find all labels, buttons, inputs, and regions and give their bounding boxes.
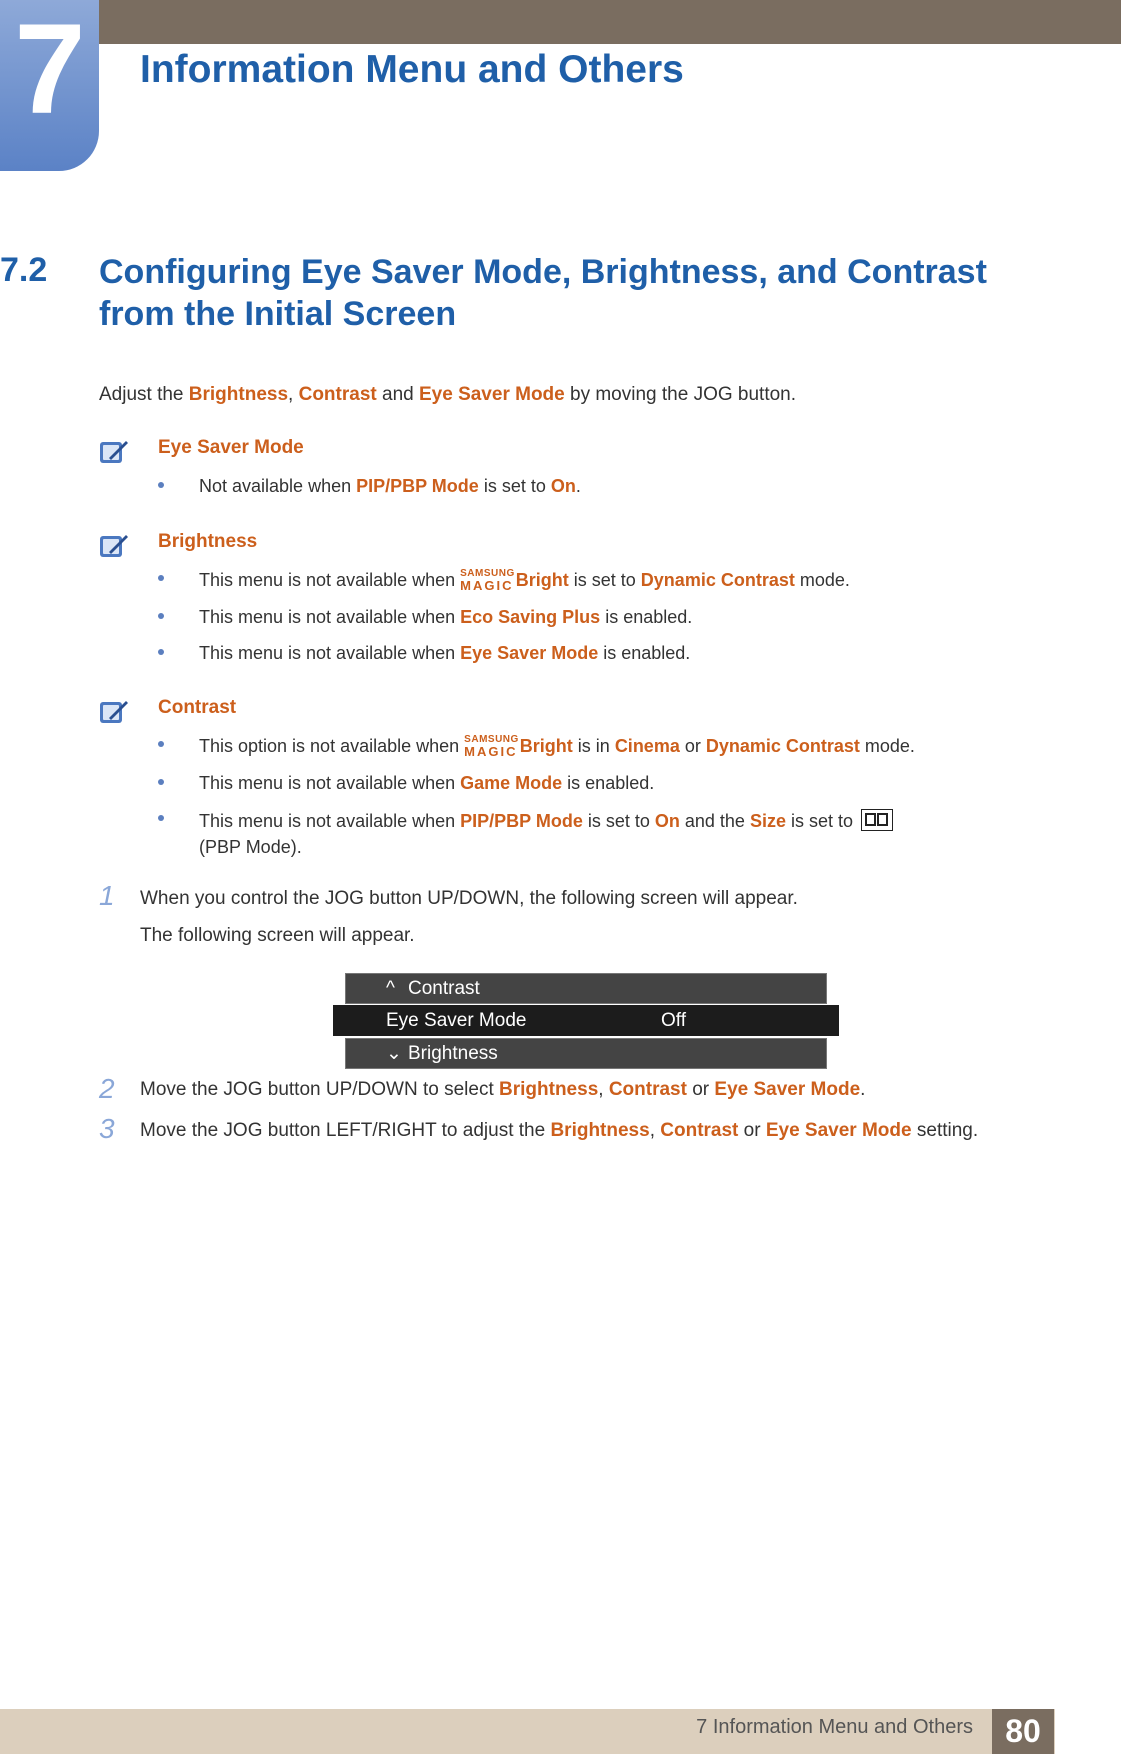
bullet-text: is set to [582, 811, 655, 831]
step-highlight: Brightness [499, 1079, 599, 1100]
osd-label: Contrast [408, 978, 480, 999]
samsung-magic-logo [464, 735, 519, 758]
note-icon [99, 699, 129, 725]
chapter-tab [0, 0, 99, 171]
step-text-part: setting. [911, 1120, 979, 1141]
bullet-highlight: PIP/PBP Mode [356, 476, 479, 496]
note-heading-contrast: Contrast [158, 697, 237, 718]
bullet-highlight: On [550, 476, 576, 496]
bullet-icon [158, 613, 164, 619]
bullet-highlight: Size [749, 811, 786, 831]
list-item [158, 734, 915, 759]
bullet-highlight: Eco Saving Plus [460, 607, 601, 627]
step-highlight: Eye Saver Mode [714, 1079, 861, 1100]
chapter-number: 7 [14, 0, 86, 141]
list-item [158, 773, 655, 794]
section-number: 7.2 [0, 251, 48, 289]
bullet-icon [158, 575, 164, 581]
step-text-part: or [686, 1079, 715, 1100]
step-number: 3 [99, 1113, 115, 1144]
bullet-highlight: Bright [519, 736, 573, 756]
bullet-highlight: PIP/PBP Mode [460, 811, 583, 831]
step-number: 2 [99, 1073, 115, 1104]
bullet-icon [158, 741, 164, 747]
bullet-highlight: Cinema [614, 736, 680, 756]
bullet-text: is set to [478, 476, 551, 496]
bullet-highlight: Bright [515, 570, 569, 590]
bullet-highlight: Dynamic Contrast [705, 736, 860, 756]
bullet-icon [158, 482, 164, 488]
intro-text: Adjust the [99, 384, 189, 405]
osd-label: Eye Saver Mode [386, 1010, 527, 1031]
intro-text: by moving the JOG button. [564, 384, 797, 405]
bullet-text: is enabled. [598, 643, 691, 663]
header-bar [0, 0, 1121, 44]
section-title: Configuring Eye Saver Mode, Brightness, and Contrast from the Initial Screen [99, 253, 987, 333]
bullet-text: This menu is not available when [199, 811, 461, 831]
list-item [158, 643, 691, 664]
bullet-icon [158, 779, 164, 785]
osd-label: Brightness [408, 1043, 498, 1064]
magic-logo-bottom: MAGIC [464, 744, 518, 759]
bullet-text: (PBP Mode). [199, 837, 302, 857]
step-text-part: . [860, 1079, 866, 1100]
step-text [140, 1079, 865, 1101]
bullet-text: This menu is not available when [199, 607, 461, 627]
bullet-text: is enabled. [600, 607, 693, 627]
bullet-icon [158, 649, 164, 655]
step-highlight: Brightness [550, 1120, 650, 1141]
bullet-highlight: Eye Saver Mode [460, 643, 599, 663]
note-heading-eye-saver: Eye Saver Mode [158, 437, 304, 458]
bullet-text: is set to [568, 570, 641, 590]
osd-row-brightness [345, 1038, 827, 1069]
bullet-text: is in [572, 736, 615, 756]
list-item [158, 809, 853, 857]
magic-logo-bottom: MAGIC [460, 578, 514, 593]
step-text [140, 1120, 978, 1142]
page-number: 80 [992, 1709, 1054, 1754]
magic-logo-top: SAMSUNG [464, 734, 519, 745]
step-text: When you control the JOG button UP/DOWN, the following screen will appear. [140, 888, 798, 909]
intro-highlight: Brightness [188, 384, 289, 405]
intro-highlight: Eye Saver Mode [418, 384, 565, 405]
step-text-part: or [738, 1120, 766, 1141]
chapter-title: Information Menu and Others [140, 48, 684, 91]
osd-value: Off [661, 1010, 686, 1031]
bullet-text: This menu is not available when [199, 643, 461, 663]
pbp-size-icon [861, 809, 893, 831]
osd-row-eye-saver-mode [333, 1005, 839, 1036]
note-icon [99, 439, 129, 465]
list-item [158, 607, 693, 628]
bullet-text: mode. [859, 736, 915, 756]
bullet-icon [158, 815, 164, 821]
note-heading-brightness: Brightness [158, 531, 258, 552]
step-text-part: , [598, 1079, 609, 1100]
bullet-highlight: Game Mode [460, 773, 563, 793]
bullet-text: is set to [785, 811, 853, 831]
bullet-text: is enabled. [562, 773, 655, 793]
bullet-highlight: On [654, 811, 680, 831]
step-text-part: Move the JOG button UP/DOWN to select [140, 1079, 500, 1100]
samsung-magic-logo [460, 569, 515, 592]
bullet-text: mode. [794, 570, 850, 590]
intro-text: and [376, 384, 419, 405]
step-highlight: Contrast [660, 1120, 739, 1141]
bullet-text: This menu is not available when [199, 773, 461, 793]
intro-highlight: Contrast [298, 384, 377, 405]
intro-text: , [288, 384, 299, 405]
bullet-text: and the [679, 811, 750, 831]
osd-row-contrast [345, 973, 827, 1004]
note-icon [99, 533, 129, 559]
magic-logo-top: SAMSUNG [460, 568, 515, 579]
bullet-text: This option is not available when [199, 736, 465, 756]
bullet-text: . [575, 476, 581, 496]
step-subtext: The following screen will appear. [140, 925, 415, 946]
step-number: 1 [99, 880, 115, 911]
bullet-text: Not available when [199, 476, 357, 496]
step-highlight: Eye Saver Mode [765, 1120, 912, 1141]
step-text-part: Move the JOG button LEFT/RIGHT to adjust the [140, 1120, 551, 1141]
footer-chapter-title: 7 Information Menu and Others [696, 1716, 973, 1738]
list-item [158, 476, 581, 497]
list-item [158, 568, 850, 593]
bullet-text: This menu is not available when [199, 570, 461, 590]
step-highlight: Contrast [608, 1079, 687, 1100]
step-text-part: , [649, 1120, 661, 1141]
chevron-up-icon: ^ [386, 978, 395, 999]
intro-paragraph [99, 384, 796, 406]
bullet-text: or [679, 736, 706, 756]
chevron-down-icon: ⌄ [386, 1043, 402, 1064]
bullet-highlight: Dynamic Contrast [640, 570, 795, 590]
